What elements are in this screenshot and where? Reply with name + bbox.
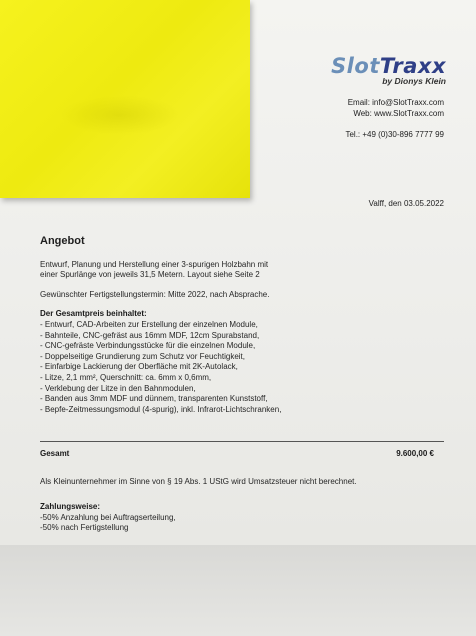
contact-phone: Tel.: +49 (0)30-896 7777 99	[345, 130, 444, 139]
payment-line: -50% nach Fertigstellung	[40, 523, 129, 533]
includes-item: - Einfarbige Lackierung der Oberfläche mit 2K-Autolack,	[40, 362, 238, 372]
offer-intro	[40, 260, 440, 281]
includes-item: - Doppelseitige Grundierung zum Schutz vor Feuchtigkeit,	[40, 351, 245, 361]
intro-line: Entwurf, Planung und Herstellung einer 3-spurigen Holzbahn mit	[40, 259, 269, 269]
payment-terms	[40, 502, 440, 534]
includes-item: - Bahnteile, CNC-gefräst aus 16mm MDF, 12cm Spurabstand,	[40, 330, 260, 340]
payment-heading: Zahlungsweise:	[40, 502, 101, 511]
sticky-note	[0, 0, 250, 198]
offer-deadline: Gewünschter Fertigstellungstermin: Mitte 2022, nach Absprache.	[40, 289, 270, 299]
total-divider	[40, 441, 444, 442]
contact-block	[345, 97, 444, 140]
contact-web: Web: www.SlotTraxx.com	[353, 109, 444, 118]
logo-wordmark	[331, 55, 446, 77]
tax-note: Als Kleinunternehmer im Sinne von § 19 Abs. 1 UStG wird Umsatzsteuer nicht berechnet.	[40, 477, 357, 486]
includes-heading: Der Gesamtpreis beinhaltet:	[40, 309, 147, 319]
offer-body	[40, 236, 440, 415]
logo-subtitle: by Dionys Klein	[382, 76, 446, 86]
company-logo	[331, 55, 446, 86]
includes-item: - Entwurf, CAD-Arbeiten zur Erstellung der einzelnen Module,	[40, 319, 258, 329]
surface-below-page	[0, 545, 476, 636]
letter-date: Valff, den 03.05.2022	[368, 199, 444, 208]
total-amount: 9.600,00 €	[396, 449, 434, 458]
includes-item: - Bepfe-Zeitmessungsmodul (4-spurig), inkl. Infrarot-Lichtschranken,	[40, 404, 282, 414]
logo-wordmark-slot: Slot	[331, 54, 380, 78]
logo-wordmark-traxx: Traxx	[379, 54, 446, 78]
includes-item: - Verklebung der Litze in den Bahnmodulen,	[40, 383, 196, 393]
intro-line: einer Spurlänge von jeweils 31,5 Metern. Layout siehe Seite 2	[40, 270, 260, 280]
payment-line: -50% Anzahlung bei Auftragserteilung,	[40, 512, 176, 522]
includes-list	[40, 320, 440, 415]
includes-item: - Banden aus 3mm MDF und dünnem, transparenten Kunststoff,	[40, 394, 268, 404]
includes-item: - Litze, 2,1 mm², Querschnitt: ca. 6mm x 0,6mm,	[40, 372, 212, 382]
total-row	[40, 449, 444, 458]
offer-title: Angebot	[40, 235, 85, 247]
total-label: Gesamt	[40, 449, 70, 458]
includes-item: - CNC-gefräste Verbindungsstücke für die einzelnen Module,	[40, 341, 256, 351]
contact-email: Email: info@SlotTraxx.com	[347, 98, 444, 107]
sticky-note-crease	[60, 95, 180, 135]
